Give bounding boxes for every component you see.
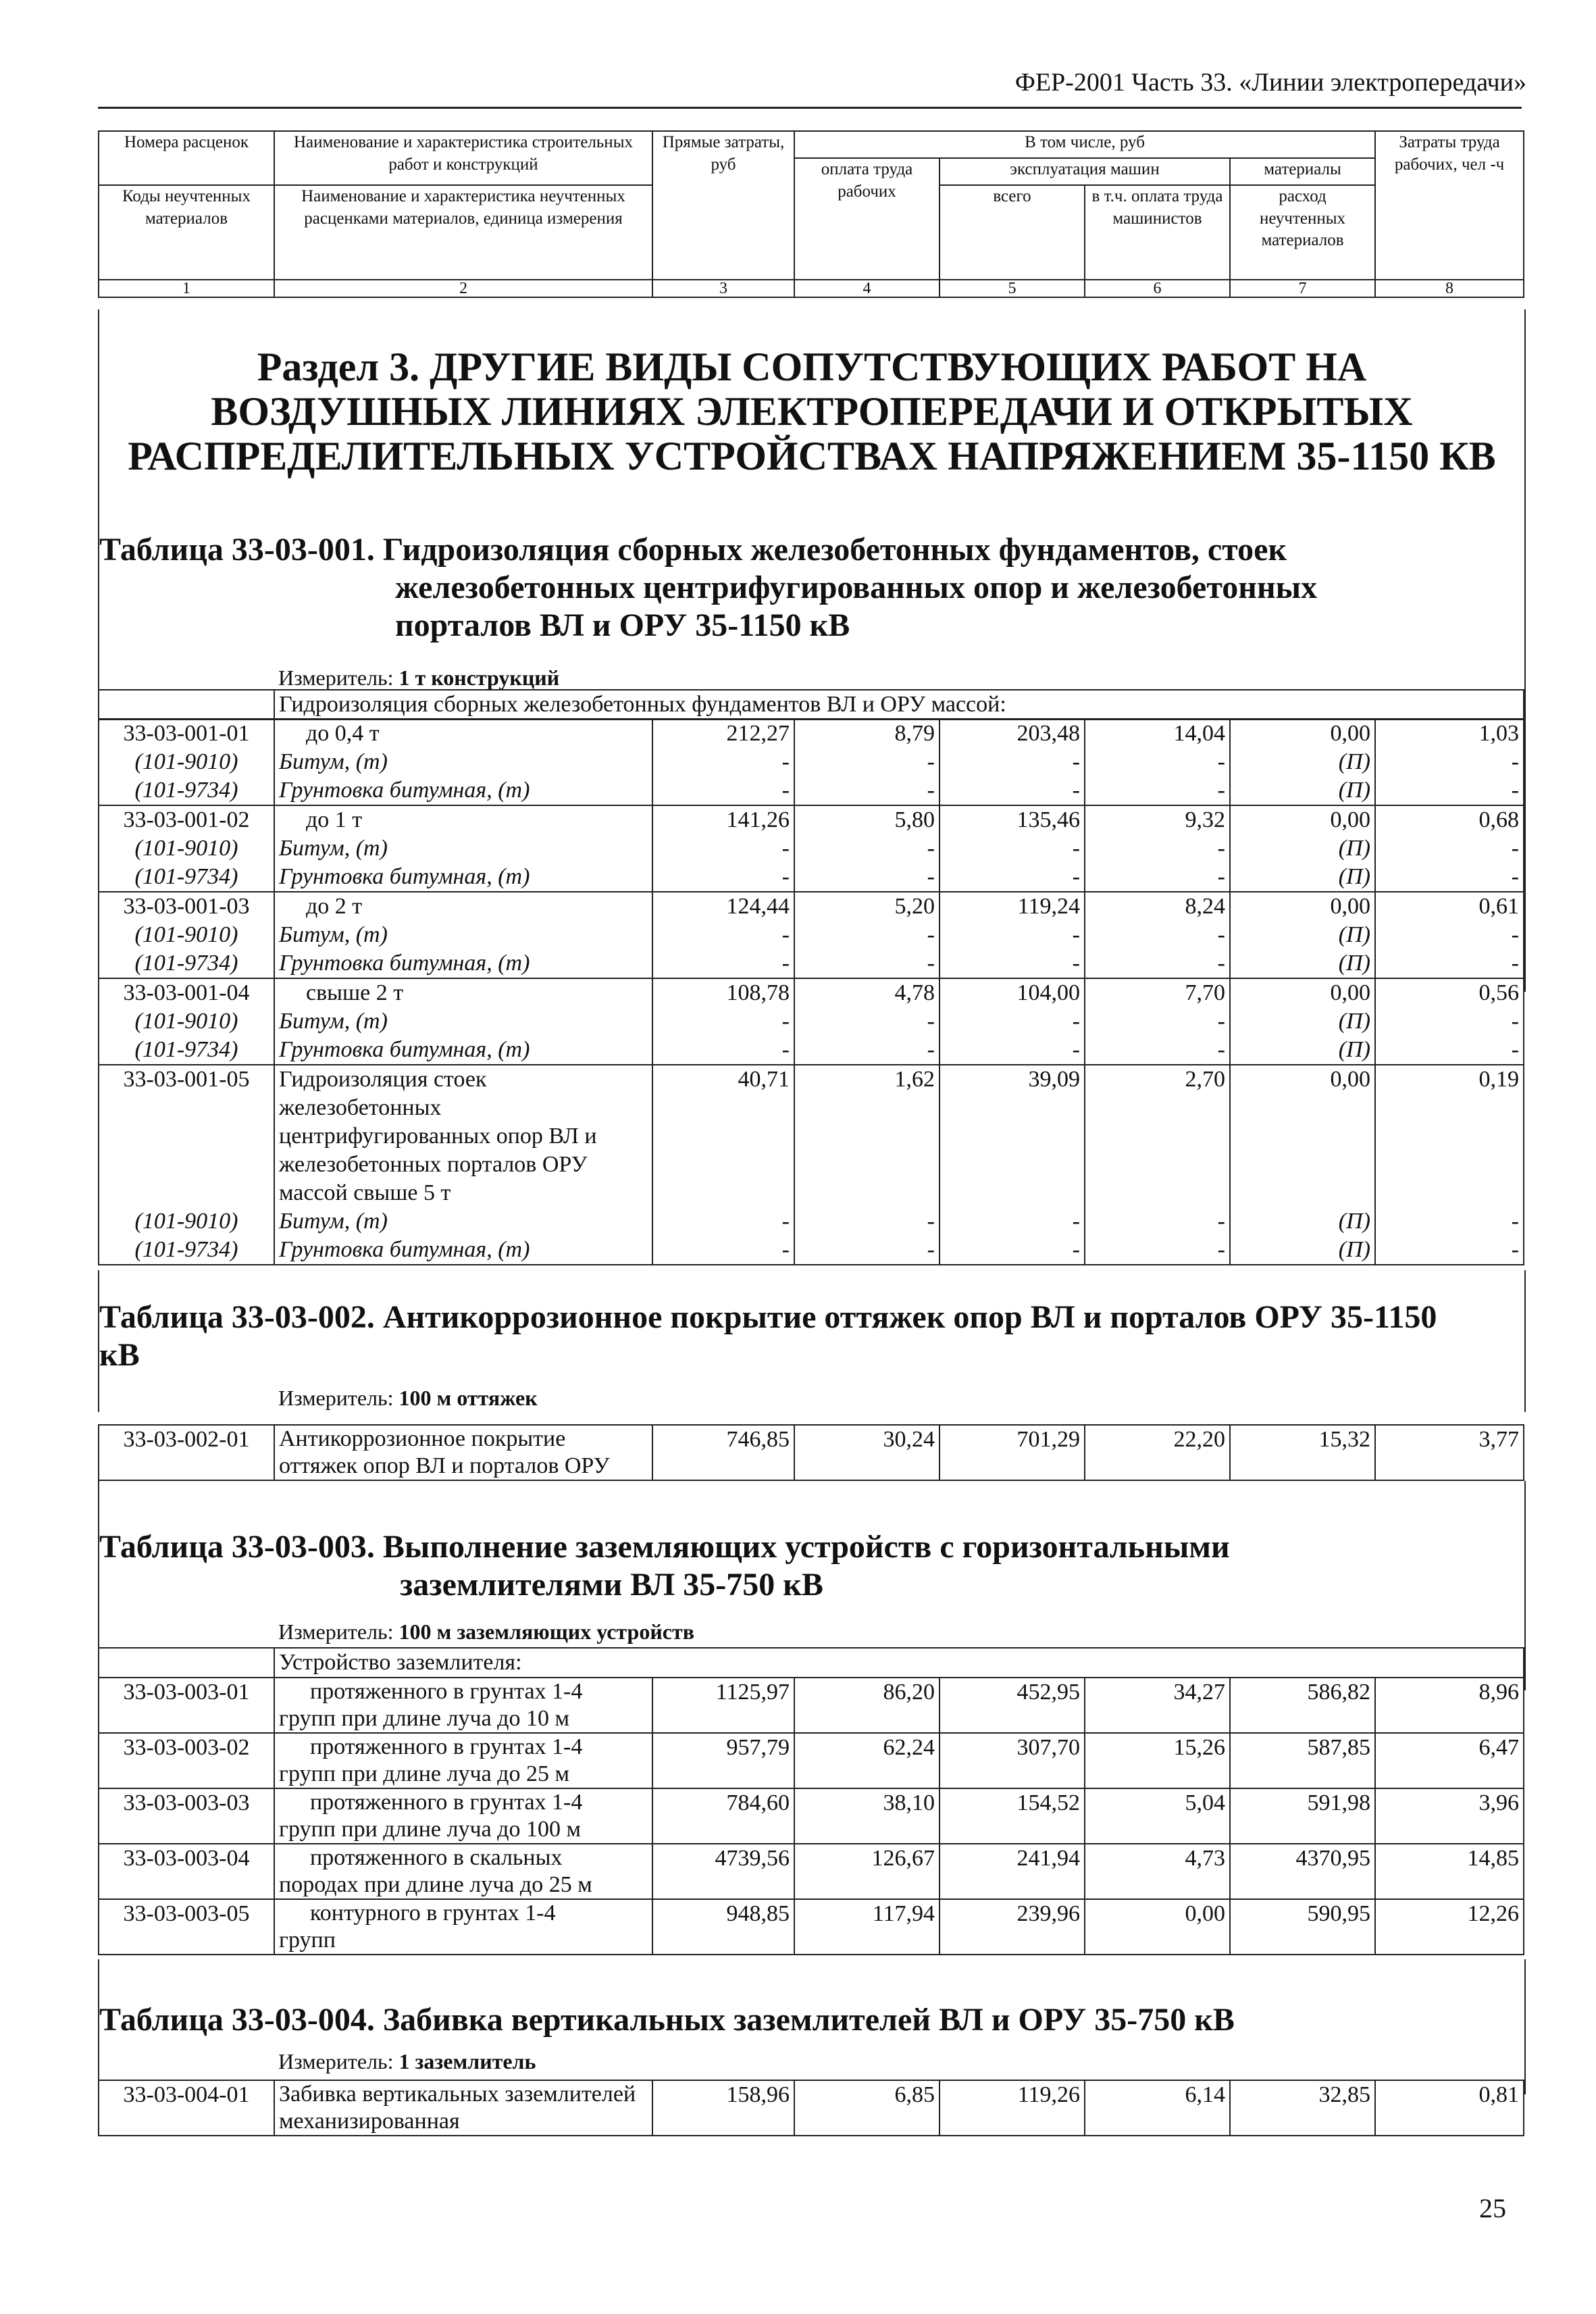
table-3-title bbox=[99, 1528, 1524, 1604]
table-1-number: Таблица 33-03-001. bbox=[99, 532, 375, 568]
table-row: 33-03-003-04 протяженного в скальных породах при длине луча до 25 м 4739,56 126,67 241,94 4,73 4370,95 14,85 bbox=[99, 1844, 1524, 1899]
col1-head-top: Номера расценок bbox=[99, 131, 274, 185]
col5-head: всего bbox=[939, 185, 1085, 280]
table-33-03-004 bbox=[98, 2080, 1524, 2136]
machines-head: эксплуатация машин bbox=[939, 158, 1230, 185]
table-3-group-heading: Устройство заземлителя: bbox=[274, 1648, 1524, 1678]
col7-head: расход неучтенных материалов bbox=[1230, 185, 1375, 280]
col2-head-bottom: Наименование и характеристика неучтенных расценками материалов, единица измерения bbox=[274, 185, 652, 280]
material-row: (101-9010) Битум, (т) - - - - (П) - bbox=[99, 1007, 1524, 1036]
table-1-title-line1: Гидроизоляция сборных железобетонных фундаментов, стоек bbox=[382, 532, 1287, 568]
table-2-number: Таблица 33-03-002. bbox=[99, 1299, 375, 1335]
table-row: 33-03-002-01 Антикоррозионное покрытие оттяжек опор ВЛ и порталов ОРУ 746,85 30,24 701,29 22,20 15,32 3,77 bbox=[99, 1425, 1524, 1480]
table-2-title bbox=[99, 1299, 1524, 1374]
col1-head-bottom: Коды неучтенных материалов bbox=[99, 185, 274, 280]
table-2-block bbox=[98, 1270, 1526, 1412]
table-1-title bbox=[99, 531, 1524, 645]
running-header: ФЕР-2001 Часть 33. «Линии электропередачи» bbox=[1014, 68, 1526, 97]
table-row: 33-03-003-05 контурного в грунтах 1-4 групп 948,85 117,94 239,96 0,00 590,95 12,26 bbox=[99, 1899, 1524, 1955]
col-number: 1 bbox=[99, 280, 274, 297]
table-2-measure: Измеритель: 100 м оттяжек bbox=[278, 1386, 538, 1410]
table-4-title bbox=[99, 2001, 1524, 2039]
material-row: (101-9734) Грунтовка битумная, (т) - - - - (П) - bbox=[99, 1236, 1524, 1265]
page-number: 25 bbox=[1479, 2193, 1506, 2223]
col-number: 6 bbox=[1085, 280, 1230, 297]
col8-head: Затраты труда рабочих, чел -ч bbox=[1375, 131, 1524, 280]
table-row: 33-03-003-01 протяженного в грунтах 1-4 групп при длине луча до 10 м 1125,97 86,20 452,95 34,27 586,82 8,96 bbox=[99, 1678, 1524, 1733]
table-row: 33-03-004-01 Забивка вертикальных заземлителей механизированная 158,96 6,85 119,26 6,14 32,85 0,81 bbox=[99, 2080, 1524, 2136]
col-number: 8 bbox=[1375, 280, 1524, 297]
material-row: (101-9734) Грунтовка битумная, (т) - - - - (П) - bbox=[99, 949, 1524, 978]
table-4-measure: Измеритель: 1 заземлитель bbox=[278, 2049, 536, 2073]
table-row: 33-03-001-05 Гидроизоляция стоек железобетонных центрифугированных опор ВЛ и железобетонных порталов ОРУ массой свыше 5 т 40,71 1,62 39,09 2,70 0,00 0,19 bbox=[99, 1065, 1524, 1207]
col-number: 5 bbox=[939, 280, 1085, 297]
table-4-number: Таблица 33-03-004. bbox=[99, 2002, 375, 2038]
section-title: Раздел 3. ДРУГИЕ ВИДЫ СОПУТСТВУЮЩИХ РАБОТ НА ВОЗДУШНЫХ ЛИНИЯХ ЭЛЕКТРОПЕРЕДАЧИ И ОТКРЫТЫХ РАСПРЕДЕЛИТЕЛЬНЫХ УСТРОЙСТВАХ НАПРЯЖЕНИЕМ 35-1150 КВ bbox=[128, 345, 1496, 478]
material-row: (101-9010) Битум, (т) - - - - (П) - bbox=[99, 748, 1524, 776]
table-33-03-001 bbox=[98, 689, 1524, 720]
col-number: 4 bbox=[794, 280, 939, 297]
table-row: 33-03-001-02 до 1 т 141,26 5,80 135,46 9,32 0,00 0,68 bbox=[99, 805, 1524, 834]
table-1-title-line3: порталов ВЛ и ОРУ 35-1150 кВ bbox=[395, 607, 850, 643]
column-header-table bbox=[98, 130, 1524, 298]
table-row: 33-03-001-04 свыше 2 т 108,78 4,78 104,00 7,70 0,00 0,56 bbox=[99, 978, 1524, 1007]
table-row: 33-03-001-03 до 2 т 124,44 5,20 119,24 8,24 0,00 0,61 bbox=[99, 892, 1524, 921]
table-4-block bbox=[98, 1959, 1526, 2094]
table-1-title-line2: железобетонных центрифугированных опор и железобетонных bbox=[395, 570, 1318, 605]
col6-head: в т.ч. оплата труда машинистов bbox=[1085, 185, 1230, 280]
table-4-title-line1: Забивка вертикальных заземлителей ВЛ и ОРУ 35-750 кВ bbox=[382, 2002, 1235, 2038]
material-row: (101-9010) Битум, (т) - - - - (П) - bbox=[99, 1207, 1524, 1236]
table-1-group-heading: Гидроизоляция сборных железобетонных фундаментов ВЛ и ОРУ массой: bbox=[274, 690, 1524, 720]
col-number: 3 bbox=[652, 280, 794, 297]
table-3-number: Таблица 33-03-003. bbox=[99, 1529, 375, 1565]
table-33-03-002 bbox=[98, 1424, 1524, 1481]
table-row: 33-03-003-03 протяженного в грунтах 1-4 групп при длине луча до 100 м 784,60 38,10 154,52 5,04 591,98 3,96 bbox=[99, 1788, 1524, 1844]
table-3-title-line2: заземлителями ВЛ 35-750 кВ bbox=[400, 1567, 823, 1603]
header-rule bbox=[98, 107, 1522, 109]
material-row: (101-9734) Грунтовка битумная, (т) - - - - (П) - bbox=[99, 776, 1524, 805]
col-number: 2 bbox=[274, 280, 652, 297]
table-2-title-line1: Антикоррозионное покрытие оттяжек опор ВЛ и порталов ОРУ 35-1150 bbox=[382, 1299, 1437, 1335]
table-row: 33-03-003-02 протяженного в грунтах 1-4 групп при длине луча до 25 м 957,79 62,24 307,70 15,26 587,85 6,47 bbox=[99, 1733, 1524, 1788]
table-2-title-line2: кВ bbox=[99, 1337, 140, 1373]
table-3-measure: Измеритель: 100 м заземляющих устройств bbox=[278, 1619, 694, 1644]
incl-head: В том числе, руб bbox=[794, 131, 1375, 158]
table-1-measure: Измеритель: 1 т конструкций bbox=[278, 665, 560, 690]
table-33-03-003 bbox=[98, 1647, 1524, 1955]
col-number: 7 bbox=[1230, 280, 1375, 297]
material-row: (101-9010) Битум, (т) - - - - (П) - bbox=[99, 921, 1524, 949]
material-row: (101-9734) Грунтовка битумная, (т) - - - - (П) - bbox=[99, 1036, 1524, 1065]
table-row: 33-03-001-01 до 0,4 т 212,27 8,79 203,48 14,04 0,00 1,03 bbox=[99, 719, 1524, 748]
material-row: (101-9734) Грунтовка битумная, (т) - - - - (П) - bbox=[99, 863, 1524, 892]
table-33-03-001-rows bbox=[98, 718, 1524, 1265]
col2-head-top: Наименование и характеристика строительных работ и конструкций bbox=[274, 131, 652, 185]
materials-head: материалы bbox=[1230, 158, 1375, 185]
col3-head: Прямые затраты, руб bbox=[652, 131, 794, 280]
table-3-title-line1: Выполнение заземляющих устройств с горизонтальными bbox=[382, 1529, 1230, 1565]
material-row: (101-9010) Битум, (т) - - - - (П) - bbox=[99, 834, 1524, 863]
col4-head: оплата труда рабочих bbox=[794, 158, 939, 280]
